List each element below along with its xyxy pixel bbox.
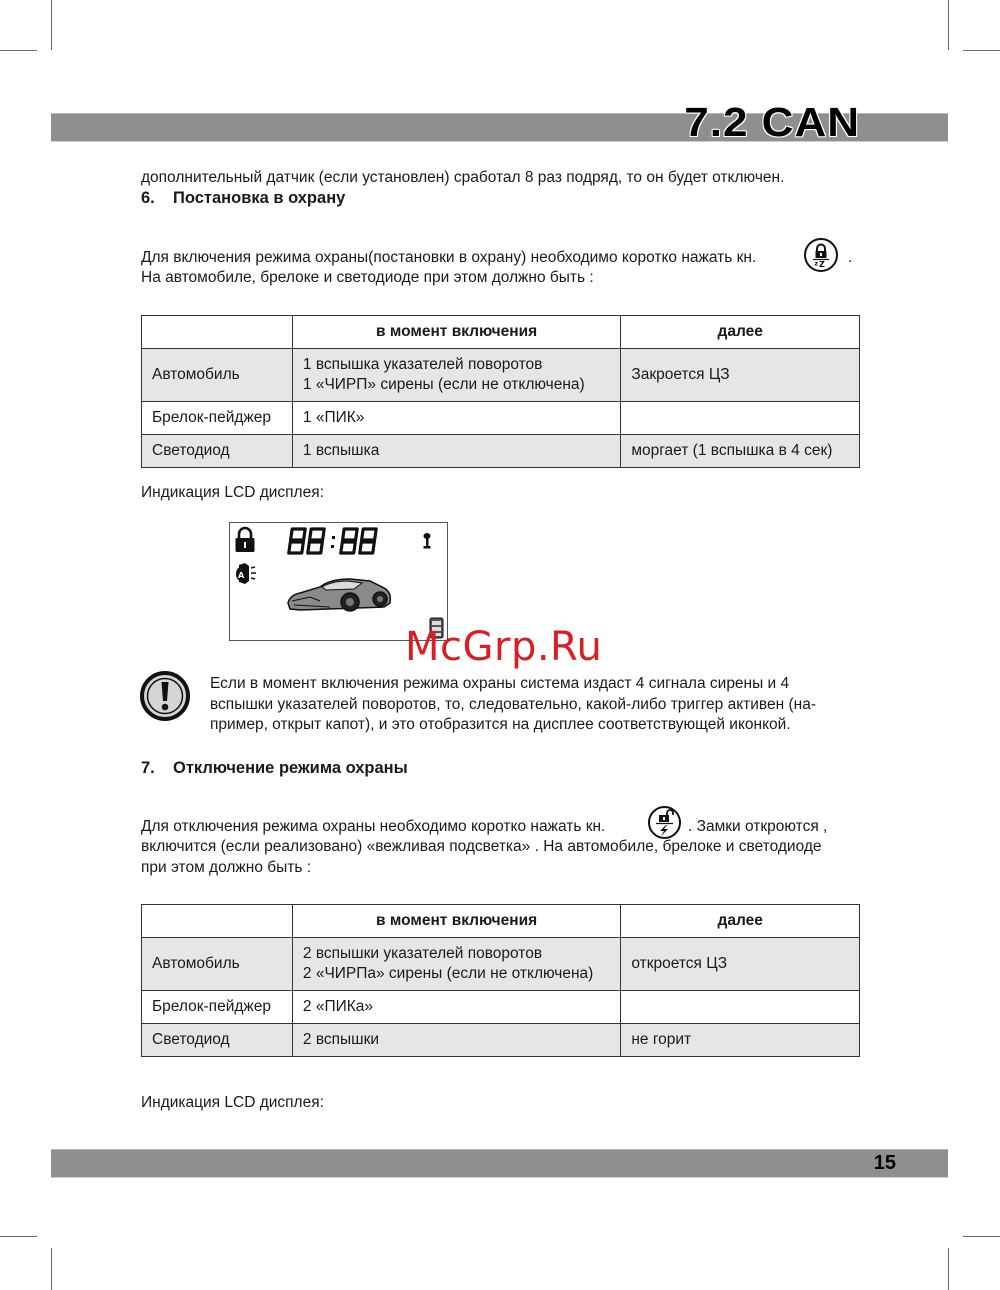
row-moment: 2 «ПИКа» bbox=[292, 991, 620, 1024]
svg-text:A: A bbox=[238, 571, 245, 580]
row-moment bbox=[292, 938, 620, 991]
table-header-row bbox=[142, 905, 860, 938]
section-6-heading bbox=[141, 189, 345, 208]
section-7-paragraph-line3: при этом должно быть : bbox=[141, 859, 312, 876]
crop-mark bbox=[948, 0, 949, 50]
row-after bbox=[621, 402, 860, 435]
siren-a-icon bbox=[236, 563, 256, 584]
table-row bbox=[142, 435, 860, 468]
warning-line: вспышки указателей поворотов, то, следовательно, какой-либо триггер активен (на- bbox=[210, 695, 816, 713]
row-after: моргает (1 вспышка в 4 сек) bbox=[621, 435, 860, 468]
table-header-cell bbox=[142, 316, 293, 349]
paragraph-dot: . bbox=[848, 249, 853, 266]
section-number: 7. bbox=[141, 759, 155, 777]
page-number: 15 bbox=[873, 1152, 896, 1174]
row-label: Автомобиль bbox=[142, 349, 293, 402]
warning-text bbox=[210, 674, 816, 736]
row-moment: 1 вспышка bbox=[292, 435, 620, 468]
row-label: Брелок-пейджер bbox=[142, 402, 293, 435]
section-6-paragraph-line2: На автомобиле, брелоке и светодиоде при этом должно быть : bbox=[141, 269, 594, 286]
svg-text:z: z bbox=[814, 260, 818, 268]
table-row bbox=[142, 938, 860, 991]
table-header-cell: далее bbox=[621, 316, 860, 349]
section-7-paragraph-line2: включится (если реализовано) «вежливая подсветка» . На автомобиле, брелоке и светодиоде bbox=[141, 838, 822, 855]
intro-line: дополнительный датчик (если установлен) сработал 8 раз подряд, то он будет отключен. bbox=[141, 169, 785, 186]
cell-line: 1 «ЧИРП» сирены (если не отключена) bbox=[302, 376, 585, 393]
section-6-paragraph-line1 bbox=[141, 248, 756, 269]
row-label: Автомобиль bbox=[142, 938, 293, 991]
section-7-paragraph-line1 bbox=[141, 817, 605, 838]
crop-mark bbox=[51, 1248, 52, 1290]
unlock-lightning-icon bbox=[648, 806, 681, 839]
crop-mark bbox=[963, 50, 1000, 51]
table-row bbox=[142, 1024, 860, 1057]
row-label: Светодиод bbox=[142, 1024, 293, 1057]
row-moment bbox=[292, 349, 620, 402]
row-after: Закроется ЦЗ bbox=[621, 349, 860, 402]
table-row bbox=[142, 402, 860, 435]
warning-line: пример, открыт капот), и это отобразится на дисплее соответствующей иконкой. bbox=[210, 716, 791, 733]
cell-line: 2 вспышки указателей поворотов bbox=[302, 945, 543, 962]
exclamation-icon bbox=[139, 670, 191, 722]
section-number: 6. bbox=[141, 189, 155, 207]
lcd-caption: Индикация LCD дисплея: bbox=[141, 484, 324, 501]
section-title: Постановка в охрану bbox=[173, 189, 346, 207]
table-header-cell: в момент включения bbox=[292, 905, 620, 938]
cell-line: 2 «ЧИРПа» сирены (если не отключена) bbox=[302, 965, 594, 982]
section-title: Отключение режима охраны bbox=[173, 759, 408, 777]
svg-text:Z: Z bbox=[819, 260, 825, 269]
disarming-state-table bbox=[141, 904, 860, 1057]
crop-mark bbox=[963, 1236, 1000, 1237]
key-icon bbox=[424, 533, 431, 549]
paragraph-text: Для включения режима охраны(постановки в охрану) необходимо коротко нажать кн. bbox=[141, 249, 757, 266]
footer-band bbox=[51, 1149, 948, 1178]
warning-line: Если в момент включения режима охраны система издаст 4 сигнала сирены и 4 bbox=[210, 675, 790, 692]
lcd-caption: Индикация LCD дисплея: bbox=[141, 1094, 324, 1111]
lock-closed-icon bbox=[236, 528, 255, 552]
page-header-title: 7.2 CAN bbox=[684, 100, 860, 146]
table-header-cell: в момент включения bbox=[292, 316, 620, 349]
cell-line: 1 вспышка указателей поворотов bbox=[302, 356, 543, 373]
crop-mark bbox=[948, 1248, 949, 1290]
row-after: откроется ЦЗ bbox=[621, 938, 860, 991]
paragraph-text-after-button: . Замки откроются , bbox=[688, 818, 828, 835]
row-after bbox=[621, 991, 860, 1024]
table-header-cell bbox=[142, 905, 293, 938]
row-label: Светодиод bbox=[142, 435, 293, 468]
section-7-heading bbox=[141, 759, 408, 778]
arming-state-table bbox=[141, 315, 860, 468]
table-row bbox=[142, 349, 860, 402]
crop-mark bbox=[0, 50, 37, 51]
crop-mark bbox=[51, 0, 52, 50]
crop-mark bbox=[0, 1236, 37, 1237]
table-header-cell: далее bbox=[621, 905, 860, 938]
row-moment: 1 «ПИК» bbox=[292, 402, 620, 435]
row-label: Брелок-пейджер bbox=[142, 991, 293, 1024]
row-moment: 2 вспышки bbox=[292, 1024, 620, 1057]
paragraph-text: Для отключения режима охраны необходимо коротко нажать кн. bbox=[141, 818, 606, 835]
watermark: McGrp.Ru bbox=[405, 624, 603, 670]
table-header-row bbox=[142, 316, 860, 349]
car-icon bbox=[288, 579, 390, 611]
lock-zz-icon bbox=[804, 238, 838, 272]
row-after: не горит bbox=[621, 1024, 860, 1057]
table-row bbox=[142, 991, 860, 1024]
